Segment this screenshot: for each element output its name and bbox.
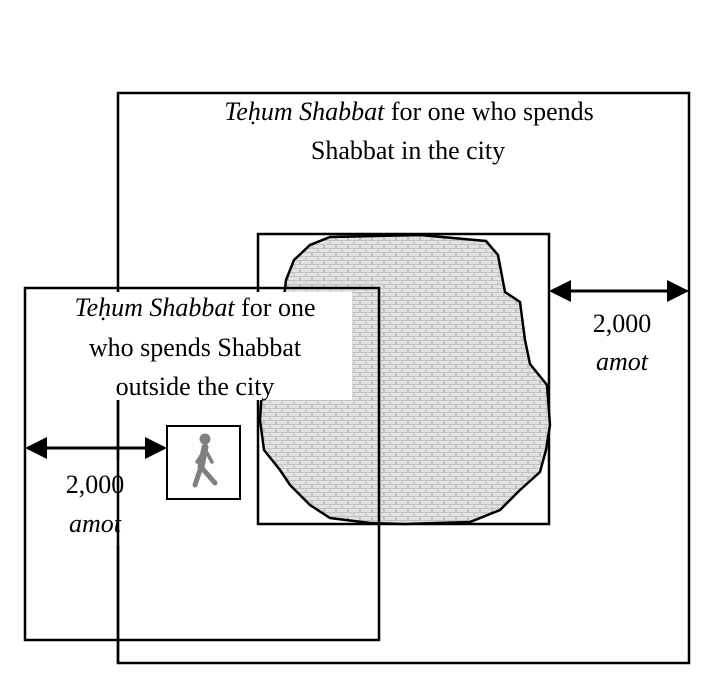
right-arrow-right-head: [667, 280, 689, 302]
left-distance-unit: amot: [69, 509, 121, 538]
city-tehum-label-line1: Teḥum Shabbat for one who spends: [224, 97, 594, 126]
left-arrow-right-head: [145, 437, 167, 459]
right-distance-unit: amot: [596, 347, 648, 376]
outside-tehum-label-line2: who spends Shabbat: [88, 333, 302, 362]
left-distance-number: 2,000: [65, 470, 125, 499]
city-tehum-label-line2: Shabbat in the city: [310, 136, 506, 165]
outside-tehum-label-line1: Teḥum Shabbat for one: [74, 293, 316, 322]
right-arrow-left-head: [549, 280, 571, 302]
left-arrow-left-head: [25, 437, 47, 459]
right-distance-arrow: [549, 280, 689, 302]
right-distance-number: 2,000: [592, 309, 652, 338]
outside-tehum-label-line3: outside the city: [115, 372, 275, 401]
left-distance-arrow: [25, 437, 167, 459]
